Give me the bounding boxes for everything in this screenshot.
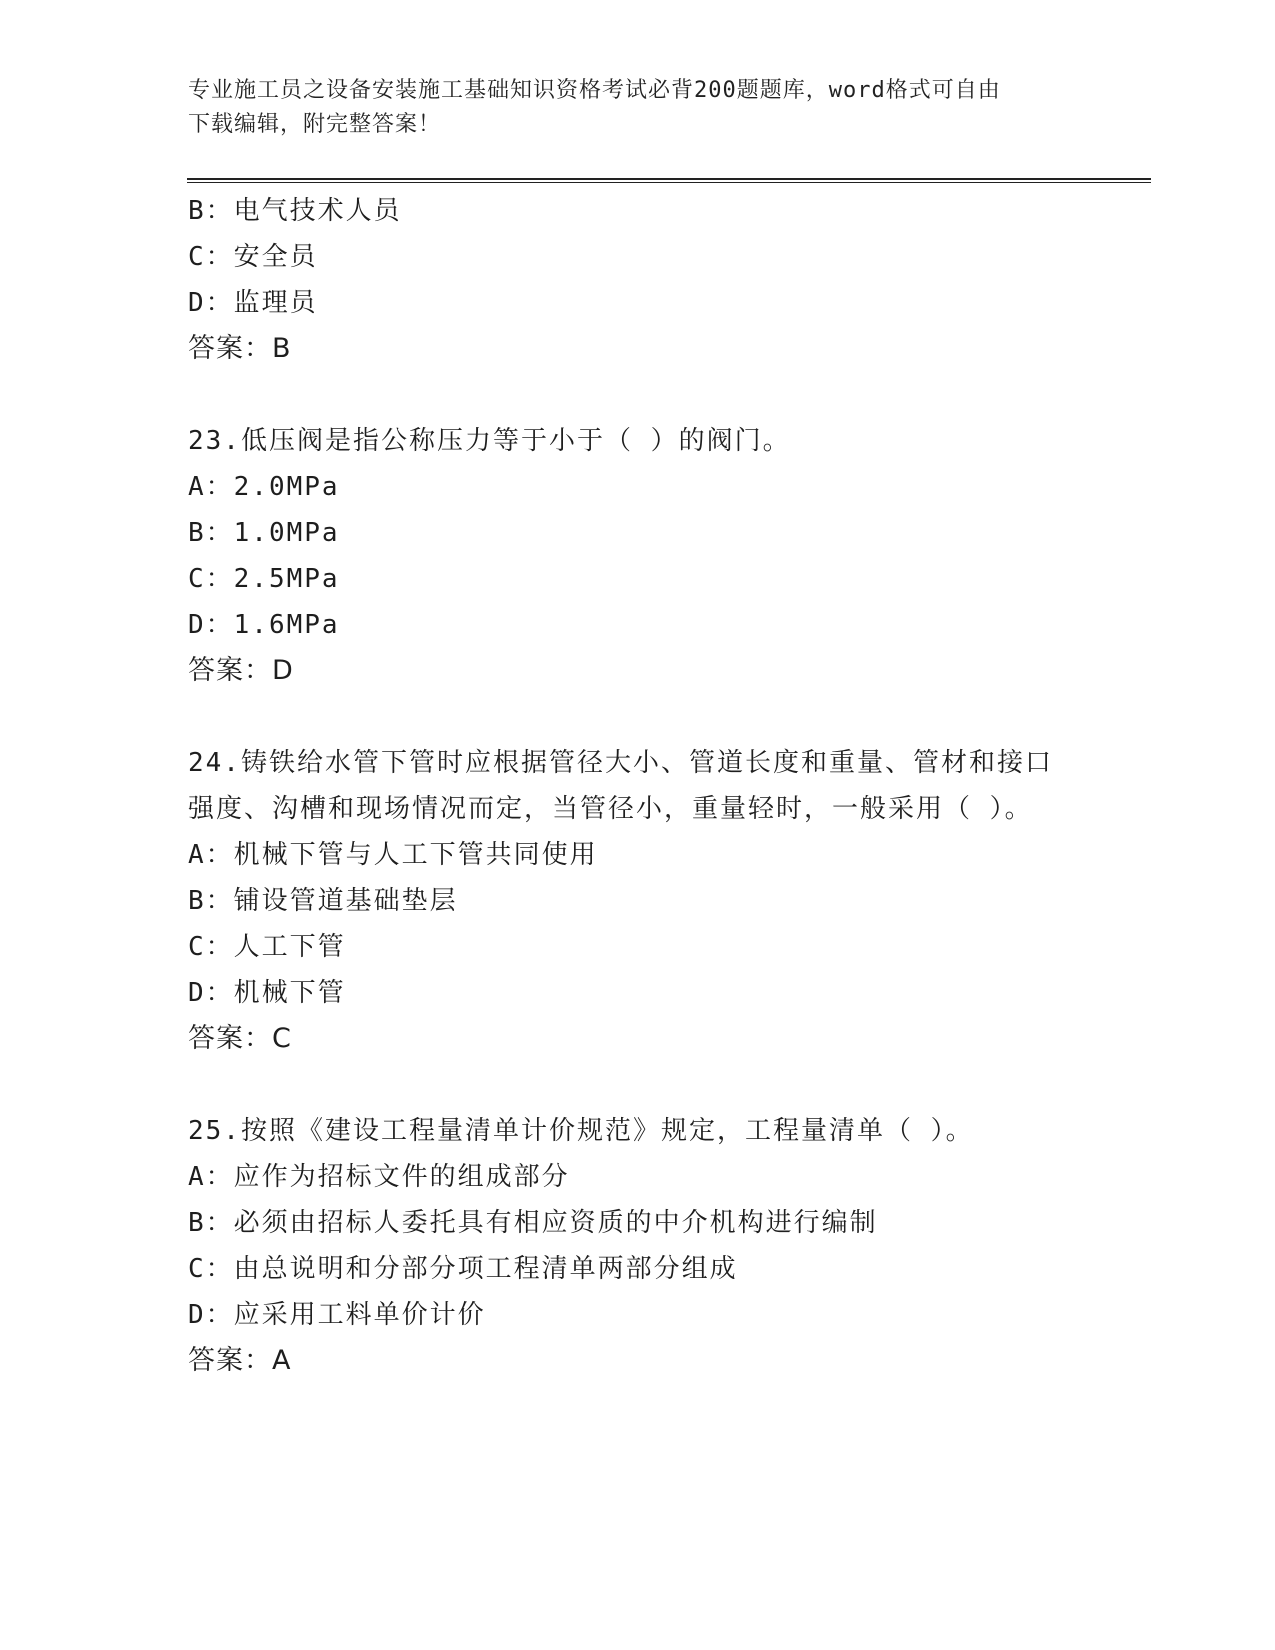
q25-answer: 答案：A (188, 1345, 292, 1376)
q25-question: 25.按照《建设工程量清单计价规范》规定，工程量清单（ ）。 (188, 1116, 974, 1146)
q23-option-c: C：2.5MPa (188, 564, 340, 594)
header-title-line-1: 专业施工员之设备安装施工基础知识资格考试必背200题题库，word格式可自由 (188, 78, 1001, 103)
q24-option-d: D：机械下管 (188, 978, 346, 1008)
header-title-line-2: 下载编辑，附完整答案！ (188, 112, 442, 137)
q23-answer: 答案：D (188, 655, 294, 686)
header-divider (187, 178, 1151, 183)
q24-question-line-1: 24.铸铁给水管下管时应根据管径大小、管道长度和重量、管材和接口 (188, 748, 1053, 778)
q23-option-d: D：1.6MPa (188, 610, 340, 640)
spacer (188, 372, 1128, 418)
q22-option-c: C：安全员 (188, 242, 318, 272)
q22-option-d: D：监理员 (188, 288, 318, 318)
spacer (188, 694, 1128, 740)
question-25 (188, 1108, 1128, 1384)
q24-question-line-2: 强度、沟槽和现场情况而定，当管径小，重量轻时，一般采用（ ）。 (188, 794, 1033, 824)
q23-option-a: A：2.0MPa (188, 472, 340, 502)
spacer (188, 1062, 1128, 1108)
page-header (188, 74, 1088, 142)
question-22 (188, 188, 1128, 372)
q23-question: 23.低压阀是指公称压力等于小于（ ）的阀门。 (188, 426, 791, 456)
q23-option-b: B：1.0MPa (188, 518, 340, 548)
question-24 (188, 740, 1128, 1062)
q25-option-c: C：由总说明和分部分项工程清单两部分组成 (188, 1254, 738, 1284)
question-list (188, 188, 1128, 1384)
q24-option-c: C：人工下管 (188, 932, 346, 962)
q24-option-b: B：铺设管道基础垫层 (188, 886, 458, 916)
q25-option-d: D：应采用工料单价计价 (188, 1300, 486, 1330)
q24-answer: 答案：C (188, 1023, 292, 1054)
question-23 (188, 418, 1128, 694)
q22-answer: 答案：B (188, 333, 292, 364)
q22-option-b: B：电气技术人员 (188, 196, 402, 226)
q24-option-a: A：机械下管与人工下管共同使用 (188, 840, 598, 870)
q25-option-b: B：必须由招标人委托具有相应资质的中介机构进行编制 (188, 1208, 878, 1238)
q25-option-a: A：应作为招标文件的组成部分 (188, 1162, 570, 1192)
